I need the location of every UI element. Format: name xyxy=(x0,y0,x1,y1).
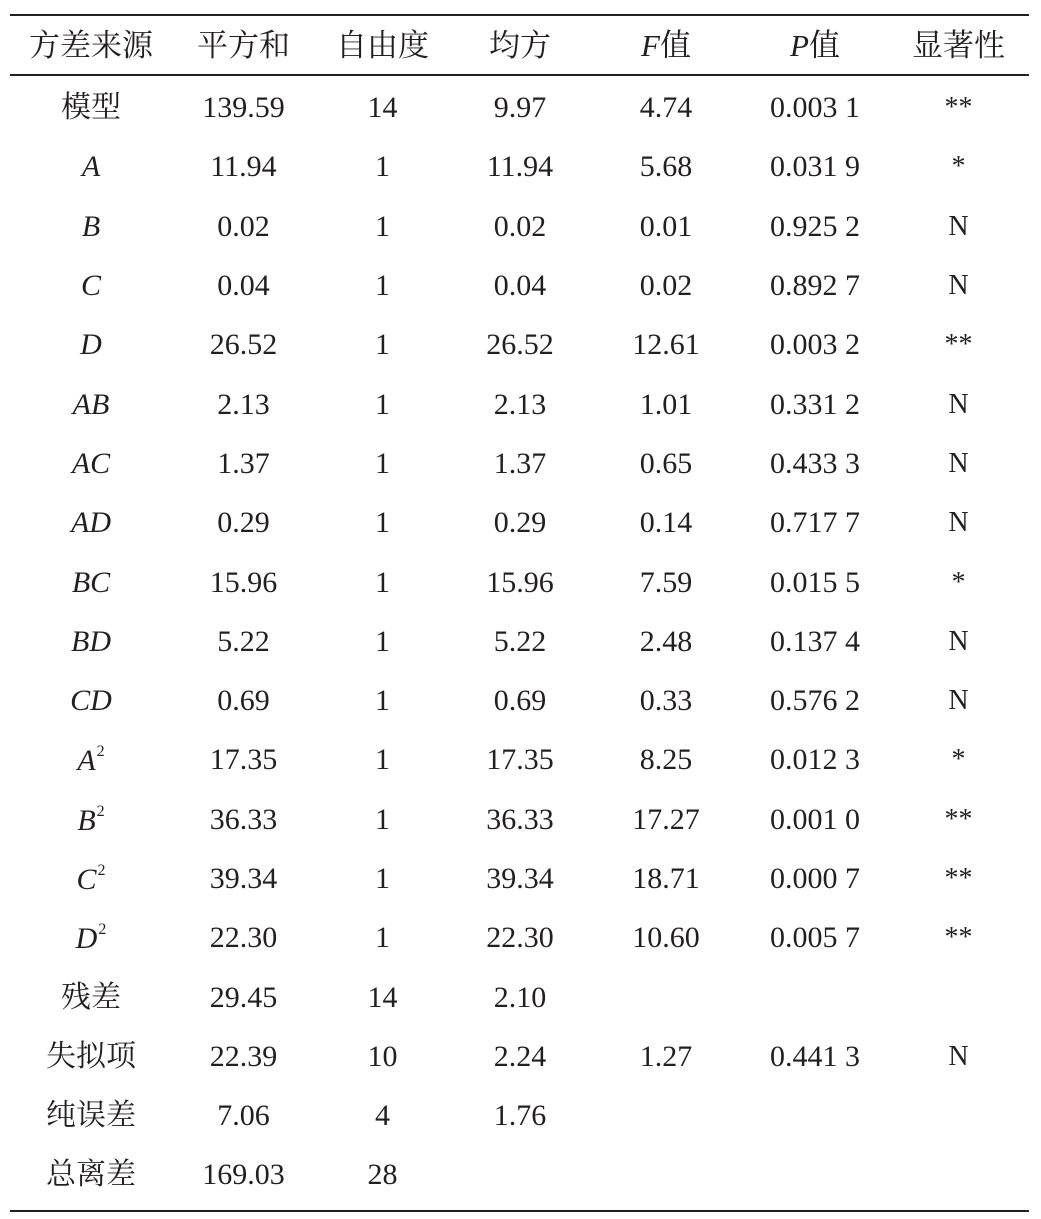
cell-mean-square: 9.97 xyxy=(493,91,547,125)
cell-significance: ** xyxy=(944,863,973,894)
source-exponent: 2 xyxy=(98,921,107,939)
cell-source xyxy=(10,508,172,538)
cell-significance: N xyxy=(948,507,969,539)
table-row xyxy=(10,434,1029,493)
source-label: CD xyxy=(70,684,112,718)
cell-significance: ** xyxy=(944,92,973,124)
table-body xyxy=(10,76,1029,1206)
cell-source xyxy=(10,330,172,360)
cell-significance: ** xyxy=(944,803,973,835)
cell-sum-of-squares: 139.59 xyxy=(202,91,285,125)
table-row xyxy=(10,968,1029,1027)
source-label: 纯误差 xyxy=(46,1099,136,1133)
cell-source xyxy=(10,686,172,716)
cell-f-value: 0.01 xyxy=(639,209,693,243)
cell-f-value: 8.25 xyxy=(639,743,693,777)
table-row xyxy=(10,316,1029,375)
source-label: A xyxy=(77,744,96,778)
cell-p-value: 0.005 7 xyxy=(770,921,860,955)
header-p-letter: P xyxy=(790,27,809,63)
source-label: BC xyxy=(71,565,111,599)
cell-mean-square: 11.94 xyxy=(486,150,554,184)
cell-significance: N xyxy=(948,447,969,479)
table-row xyxy=(10,909,1029,968)
cell-significance: N xyxy=(948,685,969,717)
table-row xyxy=(10,1146,1029,1205)
table-row xyxy=(10,612,1029,671)
source-exponent: 2 xyxy=(96,743,105,761)
table-row xyxy=(10,197,1029,256)
cell-p-value: 0.441 3 xyxy=(770,1039,860,1073)
cell-significance: N xyxy=(948,270,969,302)
source-label: AC xyxy=(71,446,111,480)
cell-significance: * xyxy=(951,744,966,776)
cell-source xyxy=(10,1039,172,1073)
cell-significance: ** xyxy=(944,922,973,954)
cell-sum-of-squares: 0.69 xyxy=(217,684,270,718)
cell-f-value: 1.27 xyxy=(639,1039,693,1073)
cell-source xyxy=(10,209,172,243)
cell-mean-square: 36.33 xyxy=(486,802,554,836)
cell-sum-of-squares: 39.34 xyxy=(209,862,278,895)
source-label: AD xyxy=(71,506,111,540)
source-exponent: 2 xyxy=(97,862,106,879)
cell-source xyxy=(10,271,172,301)
cell-f-value: 2.48 xyxy=(639,624,693,658)
header-degrees-of-freedom: 自由度 xyxy=(336,27,429,63)
cell-degrees-of-freedom: 1 xyxy=(375,921,390,955)
cell-mean-square: 15.96 xyxy=(486,565,554,599)
cell-mean-square: 22.30 xyxy=(486,921,554,955)
source-label: D xyxy=(75,922,98,956)
cell-degrees-of-freedom: 1 xyxy=(375,328,390,362)
cell-sum-of-squares: 169.03 xyxy=(202,1158,285,1192)
cell-degrees-of-freedom: 4 xyxy=(375,1099,390,1133)
source-label: 失拟项 xyxy=(46,1039,136,1073)
cell-sum-of-squares: 15.96 xyxy=(209,565,278,599)
cell-source xyxy=(10,152,172,182)
cell-sum-of-squares: 1.37 xyxy=(217,446,270,480)
cell-p-value: 0.576 2 xyxy=(770,684,860,718)
table-row xyxy=(10,731,1029,790)
cell-f-value: 0.33 xyxy=(639,684,693,718)
cell-significance: * xyxy=(951,566,966,598)
source-label: C xyxy=(76,863,97,896)
cell-mean-square: 5.22 xyxy=(493,624,547,658)
cell-source xyxy=(10,744,172,776)
cell-source xyxy=(10,387,172,421)
cell-sum-of-squares: 0.02 xyxy=(217,209,270,243)
cell-sum-of-squares: 22.30 xyxy=(209,921,278,955)
cell-significance: N xyxy=(948,388,969,420)
cell-degrees-of-freedom: 1 xyxy=(375,565,390,599)
cell-mean-square: 1.76 xyxy=(493,1099,547,1133)
table-row xyxy=(10,790,1029,849)
cell-p-value: 0.717 7 xyxy=(770,506,860,540)
cell-sum-of-squares: 29.45 xyxy=(209,980,278,1014)
cell-p-value: 0.001 0 xyxy=(770,802,860,836)
source-label: B xyxy=(81,209,101,243)
cell-degrees-of-freedom: 1 xyxy=(375,269,390,303)
cell-mean-square: 0.29 xyxy=(493,506,547,540)
table-row xyxy=(10,553,1029,612)
cell-sum-of-squares: 0.04 xyxy=(217,269,270,303)
cell-significance: N xyxy=(948,1040,969,1072)
cell-p-value: 0.433 3 xyxy=(770,446,860,480)
cell-p-value: 0.003 2 xyxy=(770,328,860,362)
cell-source xyxy=(10,863,172,895)
cell-degrees-of-freedom: 1 xyxy=(375,209,390,243)
cell-degrees-of-freedom: 1 xyxy=(375,743,390,777)
source-label: D xyxy=(80,328,102,362)
table-row xyxy=(10,671,1029,730)
cell-degrees-of-freedom: 1 xyxy=(375,684,390,718)
cell-significance: * xyxy=(951,151,966,183)
cell-significance: N xyxy=(948,210,969,242)
cell-sum-of-squares: 7.06 xyxy=(217,1099,270,1133)
source-label: 模型 xyxy=(61,91,121,125)
cell-mean-square: 17.35 xyxy=(486,743,554,777)
cell-degrees-of-freedom: 1 xyxy=(375,446,390,480)
header-p-suffix: 值 xyxy=(808,27,840,63)
cell-mean-square: 0.04 xyxy=(493,269,547,303)
cell-f-value: 1.01 xyxy=(639,387,693,421)
cell-p-value: 0.925 2 xyxy=(770,209,860,243)
cell-degrees-of-freedom: 1 xyxy=(375,387,390,421)
cell-p-value: 0.003 1 xyxy=(770,91,860,125)
anova-table xyxy=(10,14,1029,1205)
cell-source xyxy=(10,1101,172,1131)
cell-p-value: 0.012 3 xyxy=(770,743,860,777)
cell-f-value: 7.59 xyxy=(639,565,693,599)
cell-sum-of-squares: 17.35 xyxy=(209,743,278,777)
table-row xyxy=(10,256,1029,315)
source-label: A xyxy=(81,150,101,184)
source-label: BD xyxy=(71,624,111,658)
cell-sum-of-squares: 26.52 xyxy=(209,328,278,362)
cell-f-value: 17.27 xyxy=(632,802,700,836)
cell-p-value: 0.031 9 xyxy=(770,150,860,184)
table-row xyxy=(10,375,1029,434)
header-sum-of-squares: 平方和 xyxy=(197,27,290,63)
cell-significance: ** xyxy=(944,329,973,361)
cell-mean-square: 26.52 xyxy=(486,328,554,362)
table-row xyxy=(10,138,1029,197)
cell-p-value: 0.331 2 xyxy=(770,387,860,421)
cell-degrees-of-freedom: 1 xyxy=(375,802,390,836)
cell-degrees-of-freedom: 14 xyxy=(367,91,398,125)
table-row xyxy=(10,849,1029,908)
cell-source xyxy=(10,804,172,836)
cell-mean-square: 2.10 xyxy=(493,980,547,1014)
table-row xyxy=(10,494,1029,553)
cell-sum-of-squares: 5.22 xyxy=(217,624,270,658)
table-bottom-rule xyxy=(10,1210,1029,1212)
cell-f-value: 4.74 xyxy=(639,91,693,125)
header-mean-square: 均方 xyxy=(489,27,551,63)
cell-sum-of-squares: 0.29 xyxy=(217,506,270,540)
cell-f-value: 0.65 xyxy=(639,446,693,480)
cell-degrees-of-freedom: 14 xyxy=(367,980,398,1014)
table-row xyxy=(10,79,1029,138)
cell-sum-of-squares: 2.13 xyxy=(217,387,270,421)
cell-source xyxy=(10,93,172,123)
source-label: AB xyxy=(72,387,110,421)
cell-sum-of-squares: 22.39 xyxy=(209,1039,278,1073)
cell-significance: N xyxy=(948,625,969,657)
cell-f-value: 18.71 xyxy=(632,862,700,895)
cell-degrees-of-freedom: 1 xyxy=(375,862,390,895)
cell-p-value: 0.892 7 xyxy=(770,269,860,303)
source-label: B xyxy=(77,803,96,837)
cell-p-value: 0.000 7 xyxy=(770,862,860,895)
cell-mean-square: 2.24 xyxy=(493,1039,547,1073)
cell-f-value: 5.68 xyxy=(639,150,693,184)
cell-p-value: 0.137 4 xyxy=(770,624,860,658)
cell-source xyxy=(10,980,172,1014)
header-significance: 显著性 xyxy=(912,27,1005,63)
table-row xyxy=(10,1027,1029,1086)
table-header-row xyxy=(10,16,1029,74)
cell-degrees-of-freedom: 28 xyxy=(367,1158,398,1192)
cell-mean-square: 39.34 xyxy=(486,862,554,895)
source-exponent: 2 xyxy=(96,802,105,820)
source-label: C xyxy=(80,269,101,303)
cell-degrees-of-freedom: 1 xyxy=(375,506,390,540)
table-row xyxy=(10,1087,1029,1146)
cell-degrees-of-freedom: 1 xyxy=(375,624,390,658)
header-f-suffix: 值 xyxy=(659,27,691,63)
cell-degrees-of-freedom: 10 xyxy=(367,1039,398,1073)
cell-source xyxy=(10,446,172,480)
cell-f-value: 0.02 xyxy=(639,269,693,303)
cell-f-value: 12.61 xyxy=(632,328,700,362)
header-f-letter: F xyxy=(641,27,660,63)
cell-f-value: 10.60 xyxy=(632,921,700,955)
cell-source xyxy=(10,624,172,658)
header-f-value xyxy=(590,27,742,63)
header-source: 方差来源 xyxy=(29,27,153,63)
cell-mean-square: 2.13 xyxy=(493,387,547,421)
cell-f-value: 0.14 xyxy=(639,506,693,540)
header-p-value xyxy=(742,27,888,63)
cell-mean-square: 0.69 xyxy=(493,684,547,718)
cell-sum-of-squares: 11.94 xyxy=(210,150,277,184)
cell-source xyxy=(10,1160,172,1190)
cell-source xyxy=(10,565,172,599)
source-label: 残差 xyxy=(61,980,121,1014)
cell-source xyxy=(10,922,172,954)
source-label: 总离差 xyxy=(46,1158,136,1192)
cell-p-value: 0.015 5 xyxy=(770,565,860,599)
cell-mean-square: 1.37 xyxy=(493,446,547,480)
cell-sum-of-squares: 36.33 xyxy=(209,802,278,836)
cell-degrees-of-freedom: 1 xyxy=(375,150,390,184)
cell-mean-square: 0.02 xyxy=(493,209,547,243)
